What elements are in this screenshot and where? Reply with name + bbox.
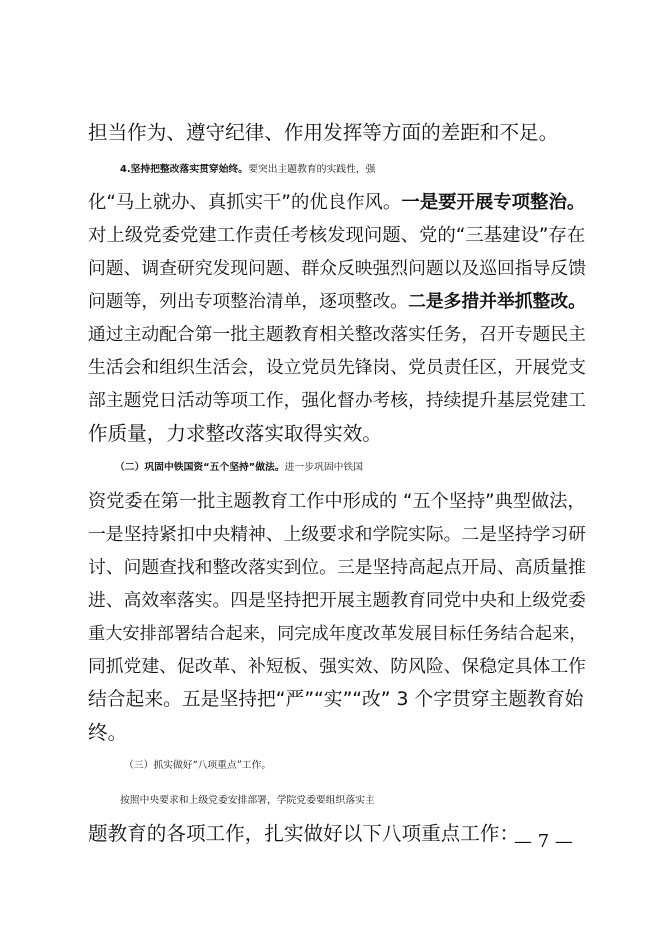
body-line: 4.坚持把整改落实贯穿始终。要突出主题教育的实践性，强: [120, 164, 376, 175]
body-line: 终。: [88, 721, 128, 744]
body-line: 一是坚持紧扣中央精神、上级要求和学院实际。二是坚持学习研: [88, 524, 586, 545]
body-line: 进、高效率落实。四是坚持把开展主题教育同党中央和上级党委: [88, 590, 586, 611]
body-line: 问题、调查研究发现问题、群众反映强烈问题以及巡回指导反馈: [88, 258, 586, 279]
section-heading-3: （三）抓实做好“八项重点”工作。: [124, 760, 272, 771]
bold-phrase: 二是多措并举抓整改。: [408, 291, 586, 312]
page-number: — 7 —: [514, 831, 573, 852]
bold-heading: 4.坚持把整改落实贯穿始终。: [120, 164, 249, 175]
body-line: 部主题党日活动等项工作，强化督办考核，持续提升基层党建工: [88, 390, 586, 411]
body-line: 结合起来。五是坚持把“严”“实”“改” 3 个字贯穿主题教育始: [88, 689, 584, 710]
body-line: （二）巩固中铁国资“五个坚持”做法。进一步巩固中铁国: [115, 462, 364, 473]
body-line: 生活会和组织生活会，设立党员先锋岗、党员责任区，开展党支: [88, 357, 586, 378]
body-line: 通过主动配合第一批主题教育相关整改落实任务，召开专题民主: [88, 324, 586, 345]
bold-phrase: 一是要开展专项整治。: [401, 192, 586, 213]
body-line: 同抓党建、促改革、补短板、强实效、防风险、保稳定具体工作: [88, 656, 586, 677]
body-line: 资党委在第一批主题教育工作中形成的 “五个坚持”典型做法，: [88, 491, 586, 512]
body-line: 作质量，力求整改落实取得实效。: [88, 422, 382, 445]
section-heading: （二）巩固中铁国资“五个坚持”做法。: [115, 462, 285, 473]
body-line: 化“马上就办、真抓实干”的优良作风。一是要开展专项整治。: [88, 192, 586, 213]
body-line: 题教育的各项工作，扎实做好以下八项重点工作：: [88, 822, 520, 845]
body-line: 按照中央要求和上级党委安排部署，学院党委要组织落实主: [120, 795, 375, 806]
body-line: 对上级党委党建工作责任考核发现问题、党的“三基建设”存在: [88, 225, 586, 246]
body-line: 讨、问题查找和整改落实到位。三是坚持高起点开局、高质量推: [88, 557, 586, 578]
body-line: 问题等，列出专项整治清单，逐项整改。二是多措并举抓整改。: [88, 291, 586, 312]
body-line: 重大安排部署结合起来，同完成年度改革发展目标任务结合起来，: [88, 624, 587, 644]
body-line: 担当作为、遵守纪律、作用发挥等方面的差距和不足。: [88, 121, 559, 144]
